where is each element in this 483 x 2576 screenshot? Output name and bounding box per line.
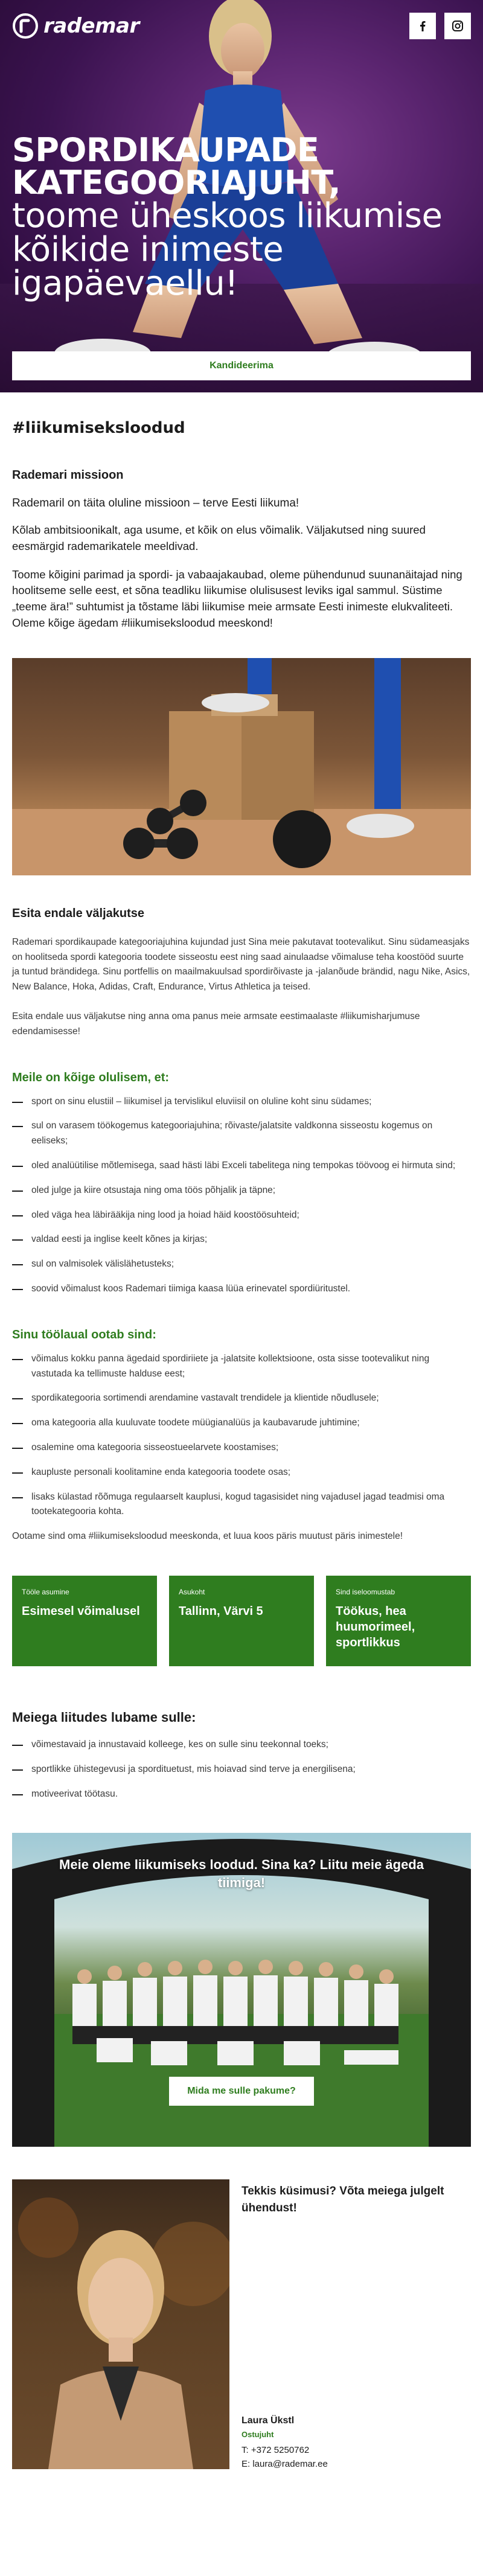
contact-email[interactable]: E: laura@rademar.ee <box>242 2459 328 2470</box>
facebook-link[interactable] <box>409 13 436 39</box>
bottom-spacer <box>12 2469 471 2493</box>
hero-title-rest: toome üheskoos liikumise kõikide inimeste igapäevaellu! <box>12 196 443 303</box>
list-item: sport on sinu elustiil – liikumisel ja tervislikul eluviisil on oluline koht sinu südames; <box>12 1095 471 1110</box>
mission-lead: Rademaril on täita oluline missioon – terve Eesti liikuma! <box>12 497 299 510</box>
hero-banner <box>0 0 483 392</box>
list-item: kaupluste personali koolitamine enda kategooria toodete osas; <box>12 1465 471 1480</box>
offer-button[interactable]: Mida me sulle pakume? <box>169 2077 314 2106</box>
challenge-paragraph-2: Esita endale uus väljakutse ning anna oma panus meie armsate eestimaalaste #liikumisharjumuse edendamisesse! <box>12 1011 420 1037</box>
contact-question: Tekkis küsimusi? Võta meiega julgelt ühendust! <box>242 2185 444 2214</box>
contact-info <box>242 2179 471 2469</box>
benefits-title: Meiega liitudes lubame sulle: <box>12 1710 196 1725</box>
hero-title-upper: SPORDIKAUPADE KATEGOORIAJUHT, <box>12 131 341 202</box>
challenge-title: Esita endale väljakutse <box>12 906 145 920</box>
list-item: võimalus kokku panna ägedaid spordiriiete ja -jalatsite kollektsioone, osta sisse tootevalikut ning vastutada ka tellimuste halduse eest; <box>12 1352 471 1382</box>
list-item: soovid võimalust koos Rademari tiimiga kaasa lüüa erinevatel spordiüritustel. <box>12 1282 471 1297</box>
list-item: oma kategooria alla kuuluvate toodete müügianalüüs ja kaubavarude juhtimine; <box>12 1416 471 1431</box>
gym-scene <box>12 658 471 875</box>
contact-section <box>12 2179 471 2469</box>
list-item: sul on valmisolek välislähetusteks; <box>12 1257 471 1272</box>
list-item: oled väga hea läbirääkija ning lood ja hoiad häid koostöösuhteid; <box>12 1208 471 1223</box>
top-bar <box>12 12 471 40</box>
list-item: valdad eesti ja inglise keelt kõnes ja kirjas; <box>12 1232 471 1247</box>
instagram-link[interactable] <box>444 13 471 39</box>
contact-details <box>242 2415 328 2469</box>
apply-button[interactable]: Kandideerima <box>12 351 471 380</box>
facebook-icon <box>417 20 429 32</box>
requirements-title: Meile on kõige olulisem, et: <box>12 1070 170 1084</box>
job-content <box>0 419 483 2493</box>
contact-name: Laura Ükstl <box>242 2415 295 2426</box>
list-item: sul on varasem töökogemus kategooriajuhina; rõivaste/jalatsite valdkonna sisseostu kogemus on eeliseks; <box>12 1119 471 1149</box>
contact-role: Ostujuht <box>242 2430 274 2440</box>
mission-paragraph-2: Toome kõigini parimad ja spordi- ja vabaajakaubad, oleme pühendunud suunanäitajad ning hoolitseme selle eest, et sõna teadliku liikumise olulisusest leviks igal sammul. Süstime „teeme ära!” suhtumist ja tõstame läbi liikumise meie armsate Eesti inimeste elukvaliteeti. Oleme kõige ägedam #liikumiseksloodud meeskond! <box>12 567 462 630</box>
instagram-icon <box>452 20 464 32</box>
rademar-logo-icon <box>12 13 39 39</box>
list-item: lisaks külastad rõõmuga regulaarselt kauplusi, kogud tagasisidet ning vajadusel jagad teadmisi oma tootekategooria kohta. <box>12 1490 471 1520</box>
challenge-paragraph-1: Rademari spordikaupade kategooriajuhina kujundad just Sina meie pakutavat tootevalikut. Sinu südameasjaks on hoolitseda spordi kategooria toodete sisseostu eest ning saad ainulaadse võimaluse teha koostööd suurte ja tuntud brändidega. Sinu portfellis on maailmakuulsad spordirõivaste ja -jalanõude brändid, nagu Nike, Asics, New Balance, Hoka, Adidas, Craft, Endurance, Virtus Athletica ja teised. <box>12 936 470 992</box>
gym-equipment-photo <box>12 658 471 875</box>
list-item: oled julge ja kiire otsustaja ning oma töös põhjalik ja täpne; <box>12 1183 471 1198</box>
contact-person-photo <box>12 2179 229 2469</box>
contact-phone[interactable]: T: +372 5250762 <box>242 2445 310 2456</box>
benefits-list <box>12 1737 471 1801</box>
job-facts <box>12 1576 471 1666</box>
list-item: osalemine oma kategooria sisseostueelarvete koostamises; <box>12 1440 471 1456</box>
list-item: võimestavaid ja innustavaid kolleege, kes on sulle sinu teekonnal toeks; <box>12 1737 471 1753</box>
hashtag-heading: #liikumiseksloodud <box>12 419 185 437</box>
mission-paragraph-1: Kõlab ambitsioonikalt, aga usume, et kõik on elus võimalik. Väljakutsed ning suured eesmärgid rademarikatele meeldivad. <box>12 523 426 552</box>
requirements-list <box>12 1095 471 1297</box>
list-item: spordikategooria sortimendi arendamine vastavalt trendidele ja klientide nõudlusele; <box>12 1391 471 1406</box>
list-item: oled analüütilise mõtlemisega, saad hästi läbi Exceli tabelitega ning tempokas töövoog ei hirmuta sind; <box>12 1159 471 1174</box>
portrait <box>12 2179 229 2469</box>
traits-card: Sind iseloomustab Töökus, hea huumorimeel, sportlikkus <box>326 1576 471 1666</box>
hero-title <box>12 131 471 303</box>
duties-list <box>12 1352 471 1520</box>
closing-text: Ootame sind oma #liikumiseksloodud meeskonda, et luua koos päris muutust päris inimestele! <box>12 1531 403 1542</box>
start-date-card: Tööle asumine Esimesel võimalusel <box>12 1576 157 1666</box>
social-links <box>409 13 471 39</box>
mission-title: Rademari missioon <box>12 468 124 482</box>
list-item: motiveerivat töötasu. <box>12 1787 471 1802</box>
team-caption: Meie oleme liikumiseks loodud. Sina ka? Liitu meie ägeda tiimiga! <box>59 1857 424 1891</box>
duties-title: Sinu töölaual ootab sind: <box>12 1328 156 1341</box>
logo-wordmark: rademar <box>43 14 139 38</box>
location-card: Asukoht Tallinn, Värvi 5 <box>169 1576 314 1666</box>
team-photo <box>12 1833 471 2147</box>
list-item: sportlikke ühistegevusi ja spordituetust, mis hoiavad sind terve ja energilisena; <box>12 1762 471 1777</box>
rademar-logo[interactable] <box>12 13 139 39</box>
